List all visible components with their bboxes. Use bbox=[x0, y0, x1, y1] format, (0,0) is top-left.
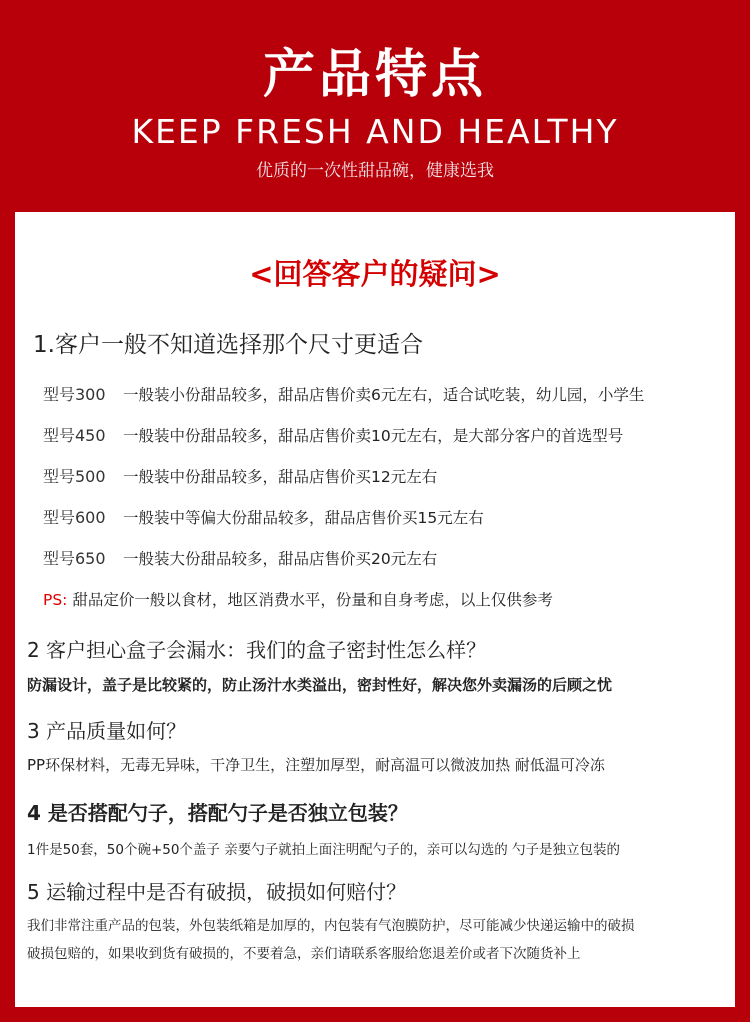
question-5: 5 运输过程中是否有破损，破损如何赔付？ bbox=[27, 880, 407, 904]
subtitle-chinese: 优质的一次性甜品碗，健康选我 bbox=[256, 161, 494, 181]
size-model: 型号450 bbox=[43, 426, 106, 445]
question-2: 2 客户担心盒子会漏水：我们的盒子密封性怎么样？ bbox=[27, 638, 487, 662]
answer-2: 防漏设计，盖子是比较紧的，防止汤汁水类溢出，密封性好，解决您外卖漏汤的后顾之忧 bbox=[27, 676, 613, 694]
answer-5-line-1: 我们非常注重产品的包装，外包装纸箱是加厚的，内包装有气泡膜防护，尽可能减少快递运输中的破损 bbox=[27, 918, 635, 934]
question-3: 3 产品质量如何？ bbox=[27, 719, 187, 743]
ps-note bbox=[43, 588, 553, 610]
answer-3: PP环保材料，无毒无异味，干净卫生，注塑加厚型，耐高温可以微波加热 耐低温可冷冻 bbox=[27, 756, 605, 774]
size-model: 型号500 bbox=[43, 467, 106, 486]
size-desc: 一般装大份甜品较多，甜品店售价买20元左右 bbox=[123, 550, 438, 568]
page-title: 产品特点 bbox=[262, 44, 487, 105]
size-row bbox=[43, 546, 644, 587]
size-model: 型号650 bbox=[43, 549, 106, 568]
ps-text: 甜品定价一般以食材，地区消费水平，份量和自身考虑，以上仅供参考 bbox=[72, 591, 553, 609]
size-list bbox=[43, 382, 644, 587]
question-4: 4 是否搭配勺子，搭配勺子是否独立包装？ bbox=[27, 801, 408, 825]
size-row bbox=[43, 423, 644, 464]
size-model: 型号300 bbox=[43, 385, 106, 404]
size-desc: 一般装中等偏大份甜品较多，甜品店售价买15元左右 bbox=[123, 509, 484, 527]
size-desc: 一般装中份甜品较多，甜品店售价卖10元左右，是大部分客户的首选型号 bbox=[123, 427, 624, 445]
size-row bbox=[43, 464, 644, 505]
size-row bbox=[43, 505, 644, 546]
faq-panel bbox=[15, 212, 735, 1007]
ps-label: PS: bbox=[43, 591, 68, 609]
subtitle-english: KEEP FRESH AND HEALTHY bbox=[131, 112, 619, 151]
size-model: 型号600 bbox=[43, 508, 106, 527]
answer-5-line-2: 破损包赔的，如果收到货有破损的，不要着急，亲们请联系客服给您退差价或者下次随货补上 bbox=[27, 946, 581, 962]
answer-4: 1件是50套，50个碗+50个盖子 亲要勺子就拍上面注明配勺子的，亲可以勾选的 勺子是独立包装的 bbox=[27, 842, 621, 858]
question-1: 1.客户一般不知道选择那个尺寸更适合 bbox=[33, 332, 423, 358]
header-banner bbox=[0, 0, 750, 212]
size-row bbox=[43, 382, 644, 423]
size-desc: 一般装中份甜品较多，甜品店售价买12元左右 bbox=[123, 468, 438, 486]
footer-bar bbox=[0, 1007, 750, 1022]
size-desc: 一般装小份甜品较多，甜品店售价卖6元左右，适合试吃装，幼儿园，小学生 bbox=[123, 386, 645, 404]
faq-section-title: <回答客户的疑问> bbox=[249, 257, 501, 291]
